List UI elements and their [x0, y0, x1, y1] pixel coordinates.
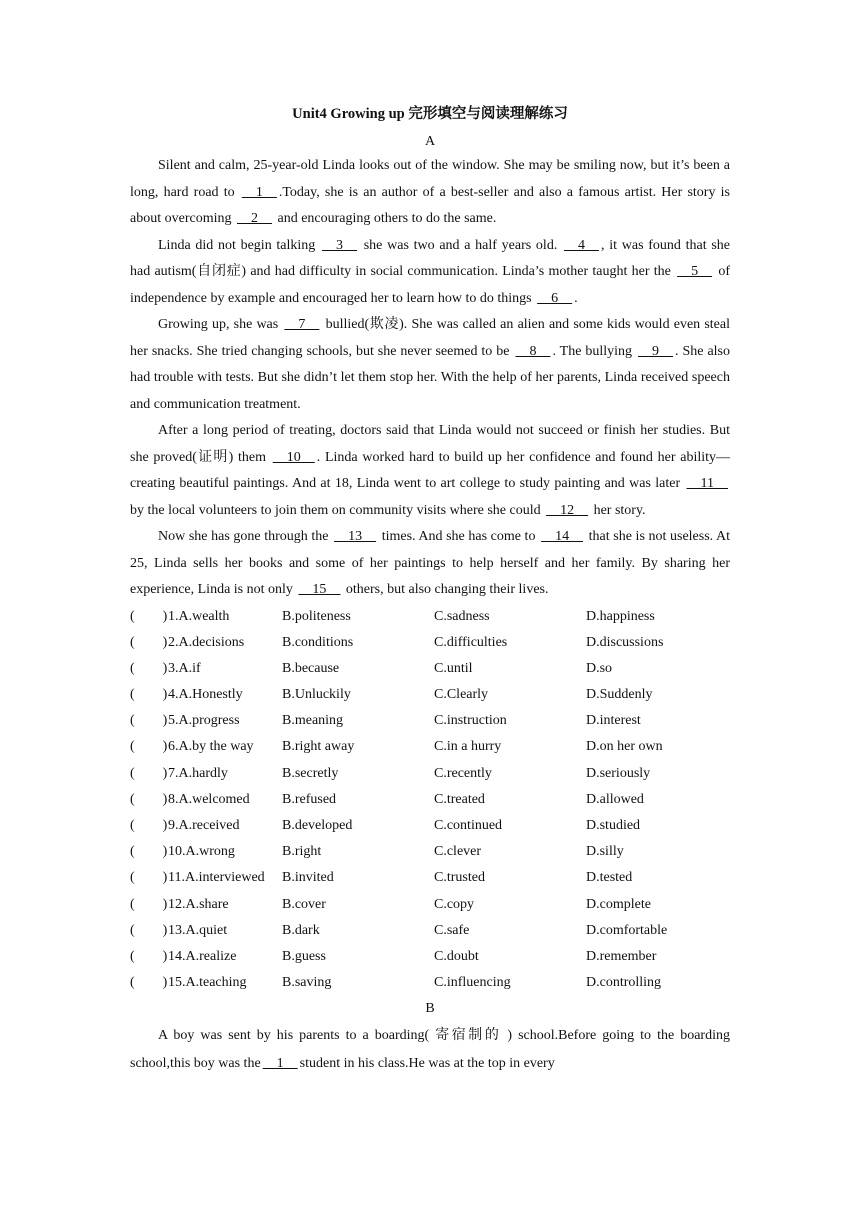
answer-blank[interactable]: 7 — [284, 317, 320, 332]
option-d: D.seriously — [586, 765, 651, 781]
answer-blank[interactable]: 13 — [334, 529, 377, 544]
option-a: 8.A.welcomed — [168, 791, 250, 807]
answer-blank[interactable]: 14 — [541, 529, 584, 544]
question-row — [130, 970, 730, 996]
option-a: 13.A.quiet — [168, 922, 228, 938]
option-d: D.so — [586, 660, 613, 676]
option-b: B.dark — [282, 922, 320, 938]
option-c: C.until — [434, 660, 473, 676]
question-row — [130, 604, 730, 630]
answer-blank[interactable]: 15 — [298, 582, 341, 597]
option-d: D.allowed — [586, 791, 644, 807]
option-b: B.guess — [282, 948, 326, 964]
section-b-label: B — [425, 1001, 435, 1017]
passage-paragraph: Now she has gone through the 13 times. And she has come to 14 that she is not useless. At 25, Linda sells her books and some of her paintings to help herself and her family. By sharing her experience, Linda is not only 15 others, but also changing their lives. — [130, 529, 730, 597]
question-row — [130, 865, 730, 891]
passage-paragraph: Growing up, she was 7 bullied(欺凌). She was called an alien and some kids would even steal her snacks. She tried changing schools, but she never seemed to be 8 . The bullying 9 . She also had trouble with tests. But she didn’t let them stop her. With the help of her parents, Linda received speech and communication treatment. — [130, 317, 730, 412]
question-row — [130, 892, 730, 918]
option-c: C.in a hurry — [434, 739, 502, 755]
option-d: D.tested — [586, 870, 633, 886]
option-a: 3.A.if — [168, 660, 201, 676]
question-row — [130, 656, 730, 682]
answer-blank[interactable]: 3 — [322, 237, 358, 253]
option-a: 7.A.hardly — [168, 765, 228, 781]
answer-blank[interactable]: 1 — [262, 1056, 298, 1072]
document-body — [130, 103, 730, 1078]
answer-slot[interactable]: ( ) — [130, 870, 168, 886]
answer-slot[interactable]: ( ) — [130, 791, 168, 807]
option-c: C.sadness — [434, 608, 490, 624]
answer-slot[interactable]: ( ) — [130, 739, 168, 755]
option-d: D.comfortable — [586, 922, 668, 938]
passage-paragraph: After a long period of treating, doctors said that Linda would not succeed or finish her studies. But she proved(证明) them 10 . Linda worked hard to build up her confidence and found her ability—creating beautiful paintings. And at 18, Linda went to art college to study painting and was later 11 by the local volunteers to join them on community visits where she could 12 her story. — [130, 423, 731, 518]
option-b: B.because — [282, 660, 340, 676]
answer-slot[interactable]: ( ) — [130, 818, 168, 833]
answer-blank[interactable]: 8 — [515, 343, 551, 359]
option-b: B.conditions — [282, 634, 354, 650]
option-b: B.invited — [282, 870, 334, 886]
question-row — [130, 918, 730, 944]
option-a: 1.A.wealth — [168, 608, 230, 624]
option-d: D.remember — [586, 948, 657, 964]
option-c: C.doubt — [434, 948, 479, 964]
option-c: C.treated — [434, 791, 485, 807]
option-b: B.refused — [282, 791, 337, 807]
option-d: D.controlling — [586, 975, 662, 991]
answer-slot[interactable]: ( ) — [130, 660, 168, 676]
option-c: C.clever — [434, 844, 482, 860]
option-a: 4.A.Honestly — [168, 687, 243, 703]
option-c: C.Clearly — [434, 687, 489, 703]
option-a: 6.A.by the way — [168, 739, 254, 755]
answer-slot[interactable]: ( ) — [130, 634, 168, 650]
option-c: C.continued — [434, 818, 503, 833]
answer-blank[interactable]: 6 — [537, 290, 573, 306]
question-row — [130, 630, 730, 656]
answer-blank[interactable]: 11 — [686, 476, 728, 491]
option-a: 2.A.decisions — [168, 634, 245, 650]
answer-blank[interactable]: 1 — [241, 184, 277, 200]
option-b: B.politeness — [282, 608, 351, 624]
option-a: 10.A.wrong — [168, 844, 235, 860]
section-a-options — [130, 604, 730, 997]
section-a-passage — [130, 153, 730, 604]
option-b: B.right — [282, 844, 322, 860]
section-b-passage: A boy was sent by his parents to a boarding( 寄宿制的 ) school.Before going to the boarding school,this boy was the 1 student in his class.He was at the top in every — [130, 1028, 730, 1072]
option-c: C.safe — [434, 922, 470, 938]
option-b: B.right away — [282, 739, 355, 755]
option-b: B.cover — [282, 896, 326, 912]
option-d: D.on her own — [586, 739, 663, 755]
option-c: C.recently — [434, 765, 492, 781]
option-c: C.trusted — [434, 870, 485, 886]
option-d: D.silly — [586, 844, 624, 860]
option-c: C.instruction — [434, 713, 507, 729]
question-row — [130, 787, 730, 813]
option-a: 15.A.teaching — [168, 975, 247, 991]
question-row — [130, 734, 730, 760]
answer-slot[interactable]: ( ) — [130, 765, 168, 781]
option-c: C.difficulties — [434, 634, 508, 650]
answer-blank[interactable]: 9 — [638, 343, 674, 359]
passage-paragraph: Linda did not begin talking 3 she was two and a half years old. 4 , it was found that she had autism(自闭症) and had difficulty in social communication. Linda’s mother taught her the 5 of independence by example and encouraged her to learn how to do things 6 . — [130, 237, 731, 306]
option-d: D.studied — [586, 818, 641, 833]
option-d: D.Suddenly — [586, 687, 653, 703]
option-a: 12.A.share — [168, 896, 229, 912]
answer-slot[interactable]: ( ) — [130, 687, 168, 703]
question-row — [130, 761, 730, 787]
option-a: 14.A.realize — [168, 948, 237, 964]
option-b: B.developed — [282, 818, 353, 833]
answer-blank[interactable]: 12 — [546, 502, 589, 518]
option-d: D.discussions — [586, 634, 664, 650]
option-b: B.meaning — [282, 713, 344, 729]
option-d: D.happiness — [586, 608, 655, 624]
section-a-label: A — [424, 134, 436, 149]
answer-blank[interactable]: 4 — [564, 237, 600, 253]
question-row — [130, 708, 730, 734]
answer-blank[interactable]: 5 — [677, 264, 713, 279]
option-a: 11.A.interviewed — [168, 870, 265, 886]
option-c: C.influencing — [434, 975, 511, 991]
option-a: 9.A.received — [168, 818, 240, 833]
question-row — [130, 682, 730, 708]
page-title: Unit4 Growing up 完形填空与阅读理解练习 — [292, 106, 568, 122]
option-b: B.saving — [282, 975, 332, 991]
answer-slot[interactable]: ( ) — [130, 975, 168, 991]
option-c: C.copy — [434, 896, 475, 912]
option-d: D.interest — [586, 713, 641, 729]
answer-slot[interactable]: ( ) — [130, 896, 168, 912]
question-row — [130, 944, 730, 970]
answer-blank[interactable]: 10 — [272, 449, 315, 465]
passage-paragraph: Silent and calm, 25-year-old Linda looks out of the window. She may be smiling now, but it’s been a long, hard road to 1 .Today, she is an author of a best-seller and also a famous artist. Her story is about overcoming 2 and encouraging others to do the same. — [130, 158, 731, 226]
question-row — [130, 839, 730, 865]
answer-blank[interactable]: 2 — [236, 211, 272, 226]
answer-slot[interactable]: ( ) — [130, 844, 168, 860]
answer-slot[interactable]: ( ) — [130, 922, 168, 938]
option-d: D.complete — [586, 896, 651, 912]
answer-slot[interactable]: ( ) — [130, 608, 168, 624]
answer-slot[interactable]: ( ) — [130, 713, 168, 729]
question-row — [130, 813, 730, 839]
option-b: B.secretly — [282, 765, 339, 781]
option-a: 5.A.progress — [168, 713, 240, 729]
answer-slot[interactable]: ( ) — [130, 948, 168, 964]
option-b: B.Unluckily — [282, 687, 351, 703]
